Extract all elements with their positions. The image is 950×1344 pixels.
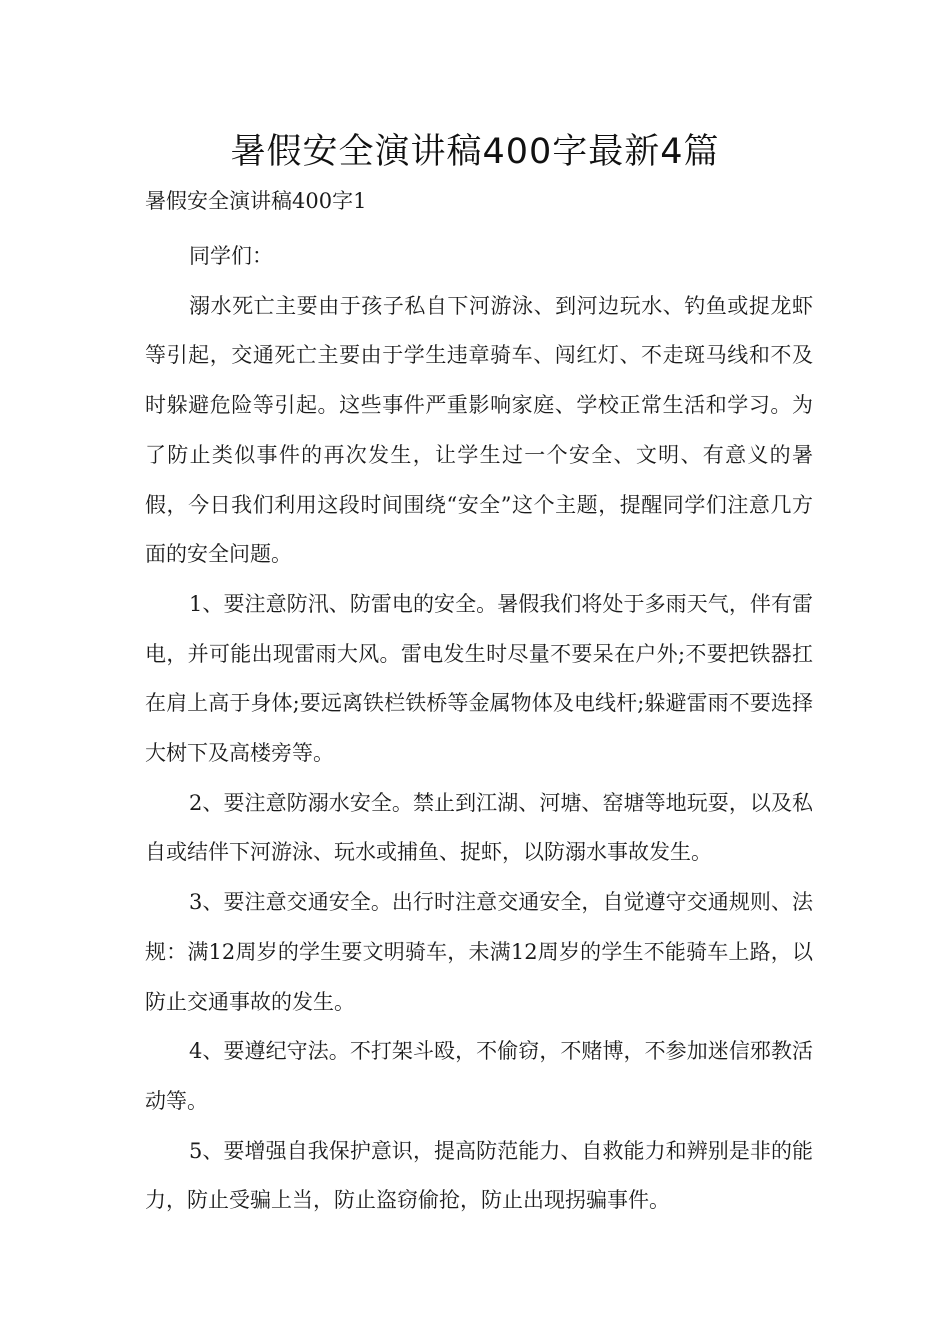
paragraph-greeting: 同学们： bbox=[189, 244, 273, 268]
paragraph-point-1: 1、要注意防汛、防雷电的安全。暑假我们将处于多雨天气，伴有雷电，并可能出现雷雨大风。雷电发生时尽量不要呆在户外;不要把铁器扛在肩上高于身体;要远离铁栏铁桥等金属物体及电线杆;躲避雷雨不要选择大树下及高楼旁等。 bbox=[145, 591, 813, 766]
paragraph-intro: 溺水死亡主要由于孩子私自下河游泳、到河边玩水、钓鱼或捉龙虾等引起，交通死亡主要由于学生违章骑车、闯红灯、不走斑马线和不及时躲避危险等引起。这些事件严重影响家庭、学校正常生活和学习。为了防止类似事件的再次发生，让学生过一个安全、文明、有意义的暑假，今日我们利用这段时间围绕“安全”这个主题，提醒同学们注意几方面的安全问题。 bbox=[145, 293, 813, 567]
section-subtitle: 暑假安全演讲稿400字1 bbox=[145, 189, 367, 213]
document-title: 暑假安全演讲稿400字最新4篇 bbox=[230, 132, 720, 172]
paragraph-point-3: 3、要注意交通安全。出行时注意交通安全，自觉遵守交通规则、法规：满12周岁的学生要文明骑车，未满12周岁的学生不能骑车上路，以防止交通事故的发生。 bbox=[145, 890, 813, 1014]
paragraph-point-5: 5、要增强自我保护意识，提高防范能力、自救能力和辨别是非的能力，防止受骗上当，防止盗窃偷抢，防止出现拐骗事件。 bbox=[145, 1138, 813, 1213]
paragraph-point-2: 2、要注意防溺水安全。禁止到江湖、河塘、窑塘等地玩耍，以及私自或结伴下河游泳、玩水或捕鱼、捉虾，以防溺水事故发生。 bbox=[145, 790, 813, 865]
paragraph-point-4: 4、要遵纪守法。不打架斗殴，不偷窃，不赌博，不参加迷信邪教活动等。 bbox=[145, 1039, 813, 1113]
document-body bbox=[145, 183, 813, 1226]
